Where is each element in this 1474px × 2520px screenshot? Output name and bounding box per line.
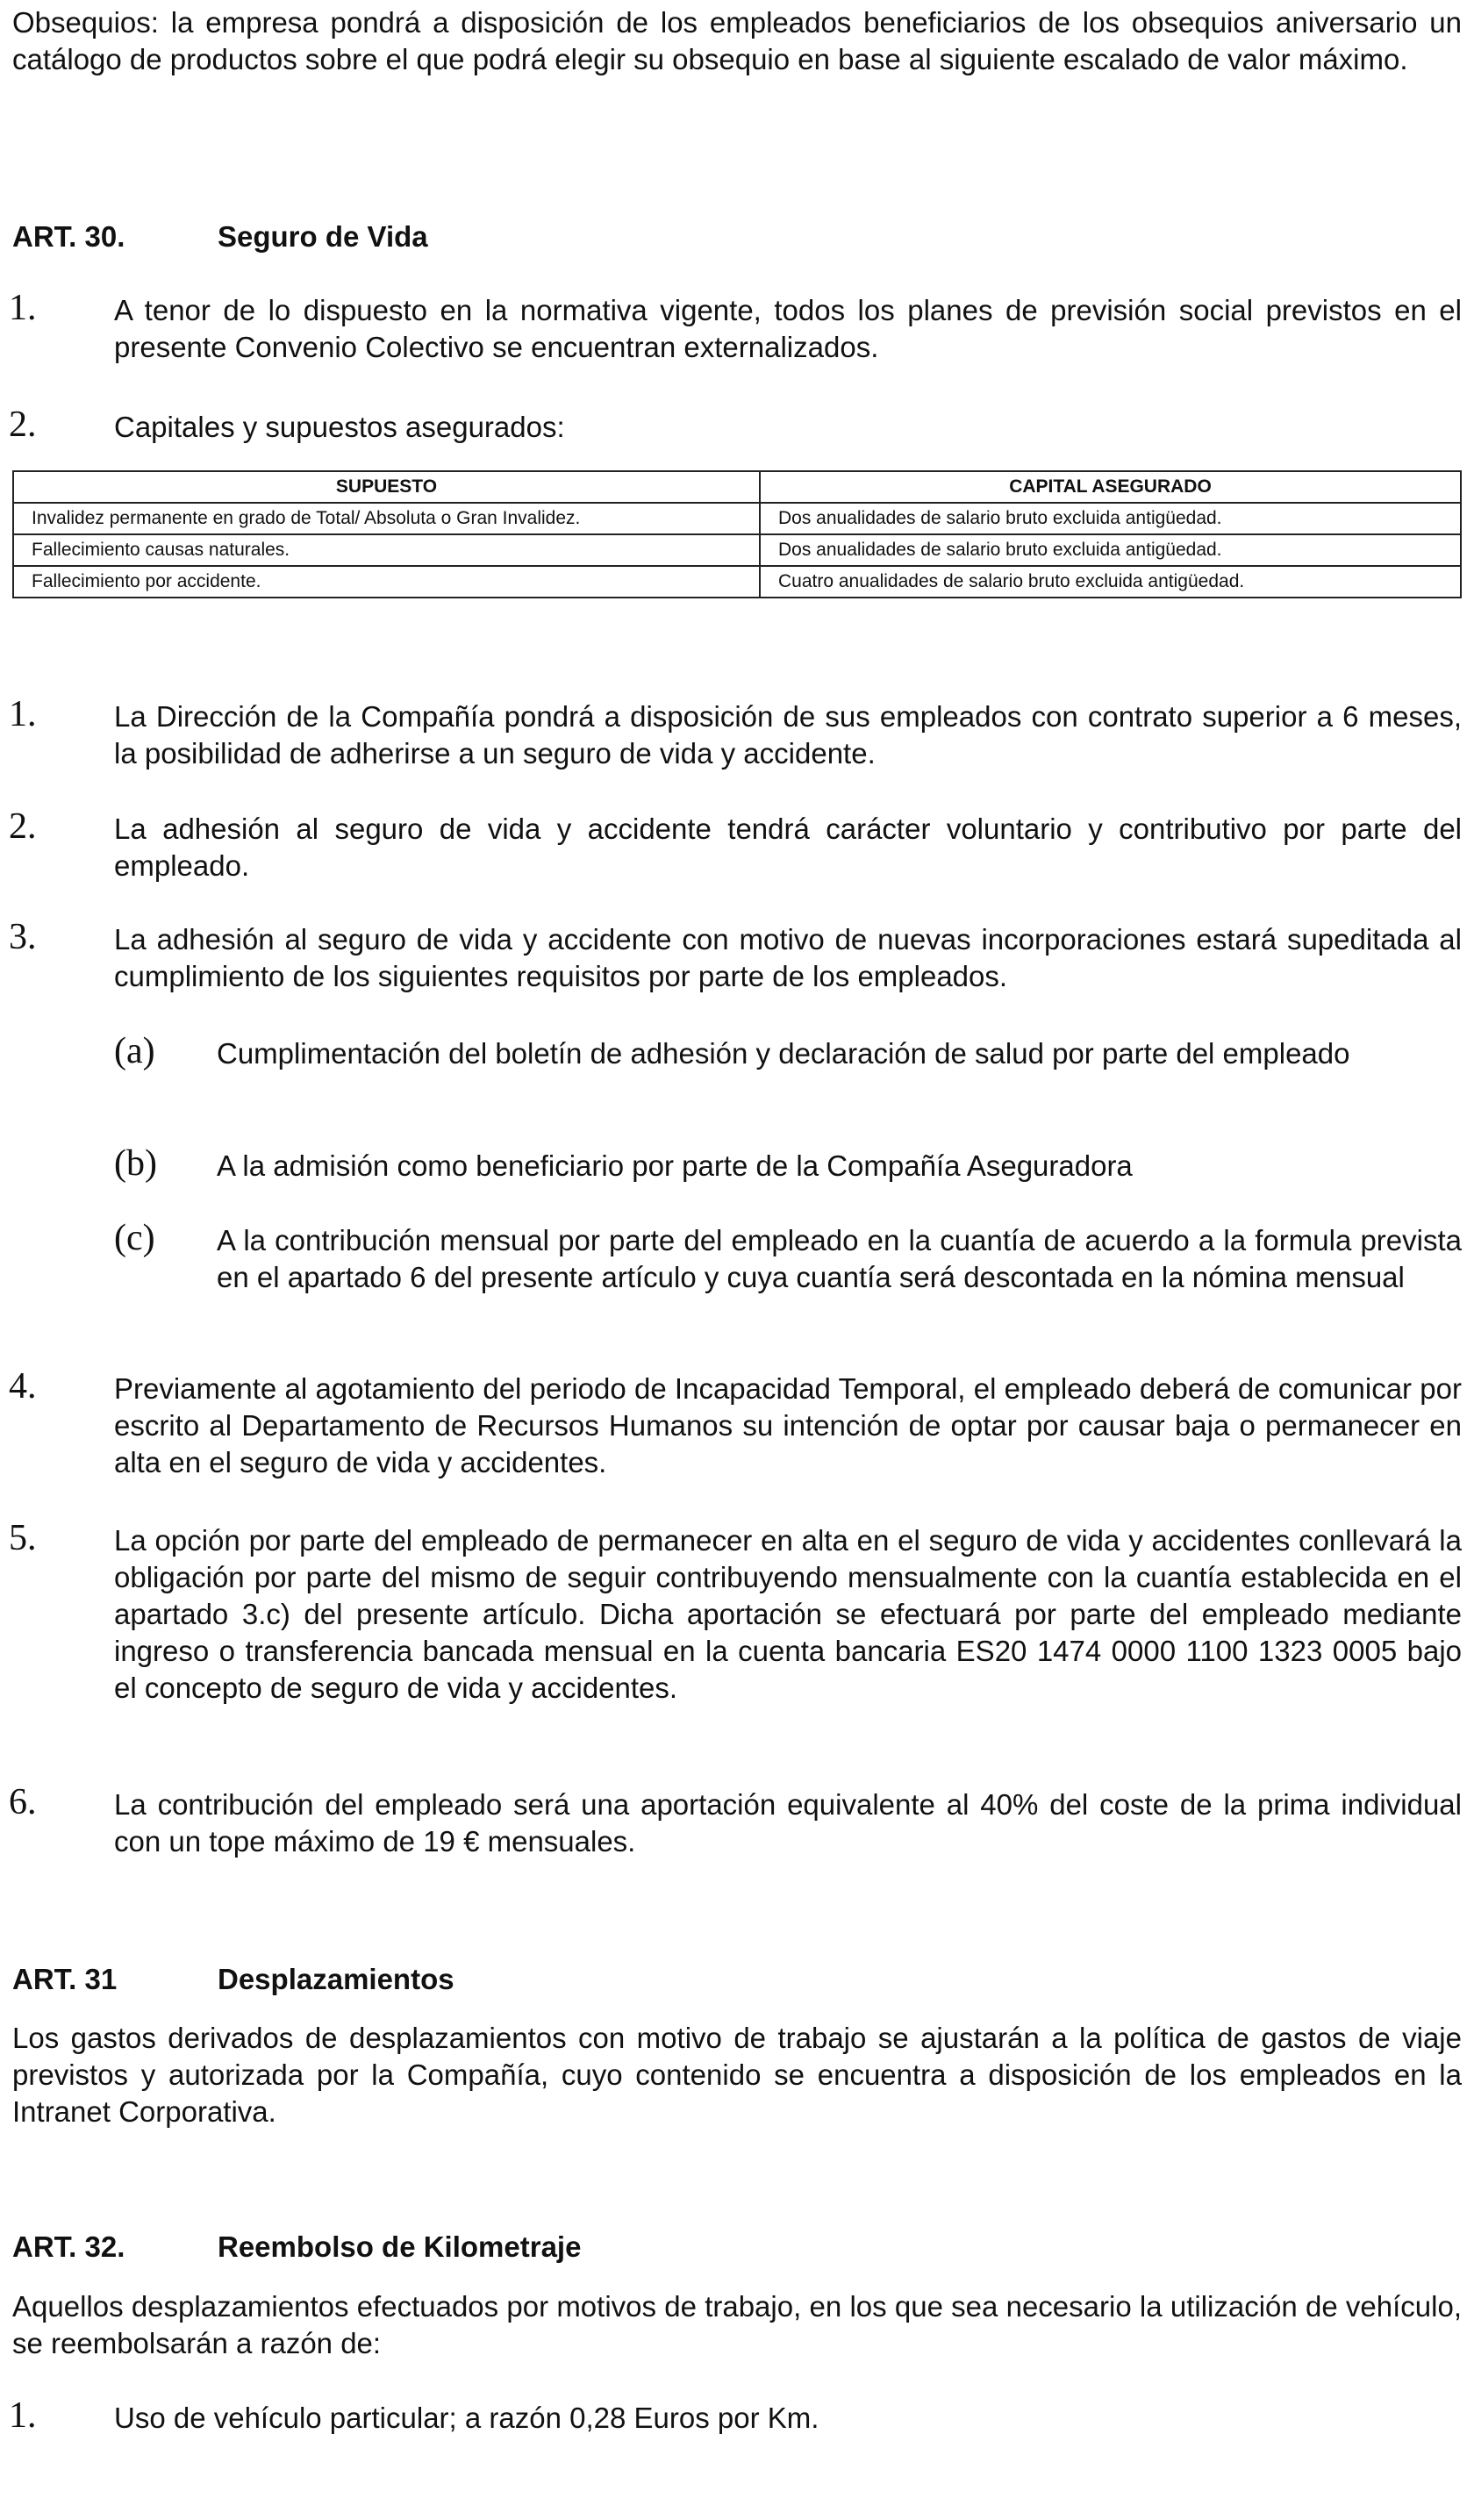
table-cell: Fallecimiento por accidente. [13,566,760,598]
article-number: ART. 32. [12,2230,125,2263]
list-item [9,1782,1462,1860]
item-text: La opción por parte del empleado de permanecer en alta en el seguro de vida y accidentes conllevará la obligación por parte del mismo de seguir contribuyendo mensualmente con la cuantía establecida en el apartado 3.c) del presente artículo. Dicha aportación se efectuará por parte del empleado mediante ingreso o transferencia bancada mensual en la cuenta bancaria ES20 1474 0000 1100 1323 0005 bajo el concepto de seguro de vida y accidentes. [114,1524,1462,1704]
item-text: La adhesión al seguro de vida y accidente con motivo de nuevas incorporaciones estará supeditada al cumplimiento de los siguientes requisitos por parte de los empleados. [114,923,1462,992]
art31-paragraph: Los gastos derivados de desplazamientos con motivo de trabajo se ajustarán a la política de gastos de viaje previstos y autorizada por la Compañía, cuyo contenido se encuentra a disposición de los empleados en la Intranet Corporativa. [12,2022,1462,2128]
sub-item [114,1143,1462,1185]
sub-item-text: Cumplimentación del boletín de adhesión y declaración de salud por parte del empleado [217,1037,1350,1070]
table-cell: Dos anualidades de salario bruto excluida antigüedad. [760,503,1461,534]
art32-paragraph: Aquellos desplazamientos efectuados por motivos de trabajo, en los que sea necesario la utilización de vehículo, se reembolsarán a razón de: [12,2290,1462,2359]
item-number: 2. [9,806,37,847]
list-item [9,806,1462,884]
list-item [9,1518,1462,1707]
item-number: 5. [9,1518,37,1558]
item-text: La adhesión al seguro de vida y accidente tendrá carácter voluntario y contributivo por parte del empleado. [114,813,1462,882]
table-cell: Dos anualidades de salario bruto excluida antigüedad. [760,534,1461,566]
item-number: 1. [9,288,37,328]
item-number: 3. [9,917,37,957]
list-item [9,288,1462,366]
table-cell: Invalidez permanente en grado de Total/ Absoluta o Gran Invalidez. [13,503,760,534]
table-cell: Fallecimiento causas naturales. [13,534,760,566]
sub-item [114,1031,1462,1072]
item-text: A tenor de lo dispuesto en la normativa vigente, todos los planes de previsión social previstos en el presente Convenio Colectivo se encuentran externalizados. [114,294,1462,363]
list-item [9,404,1462,446]
item-text: La Dirección de la Compañía pondrá a disposición de sus empleados con contrato superior a 6 meses, la posibilidad de adherirse a un seguro de vida y accidente. [114,700,1462,770]
sub-item-letter: (a) [114,1031,155,1071]
list-item [9,1366,1462,1481]
article-title: Seguro de Vida [218,220,428,253]
intro-paragraph: Obsequios: la empresa pondrá a disposición de los empleados beneficiarios de los obsequios aniversario un catálogo de productos sobre el que podrá elegir su obsequio en base al siguiente escalado de valor máximo. [12,6,1462,75]
table-row [13,534,1461,566]
item-number: 1. [9,694,37,734]
item-text: Previamente al agotamiento del periodo de Incapacidad Temporal, el empleado deberá de comunicar por escrito al Departamento de Recursos Humanos su intención de optar por causar baja o permanecer en alta en el seguro de vida y accidentes. [114,1372,1462,1478]
column-header: CAPITAL ASEGURADO [760,471,1461,503]
sub-item-letter: (b) [114,1143,157,1184]
article-number: ART. 30. [12,220,125,253]
table-cell: Cuatro anualidades de salario bruto excluida antigüedad. [760,566,1461,598]
item-text: Capitales y supuestos asegurados: [114,411,565,443]
table-header-row [13,471,1461,503]
table-row [13,566,1461,598]
list-item [9,2395,1462,2437]
article-title: Desplazamientos [218,1963,454,1995]
item-text: Uso de vehículo particular; a razón 0,28 Euros por Km. [114,2402,819,2434]
item-number: 6. [9,1782,37,1822]
item-number: 1. [9,2395,37,2436]
item-number: 2. [9,404,37,445]
sub-item-text: A la contribución mensual por parte del empleado en la cuantía de acuerdo a la formula prevista en el apartado 6 del presente artículo y cuya cuantía será descontada en la nómina mensual [217,1224,1462,1293]
item-text: La contribución del empleado será una aportación equivalente al 40% del coste de la prima individual con un tope máximo de 19 € mensuales. [114,1788,1462,1858]
sub-item-letter: (c) [114,1218,155,1258]
insurance-table [12,470,1462,598]
article-title: Reembolso de Kilometraje [218,2230,582,2263]
sub-item [114,1218,1462,1296]
article-number: ART. 31 [12,1963,118,1995]
list-item [9,694,1462,772]
table-row [13,503,1461,534]
item-number: 4. [9,1366,37,1407]
list-item [9,917,1462,995]
sub-item-text: A la admisión como beneficiario por parte de la Compañía Aseguradora [217,1149,1133,1182]
column-header: SUPUESTO [13,471,760,503]
